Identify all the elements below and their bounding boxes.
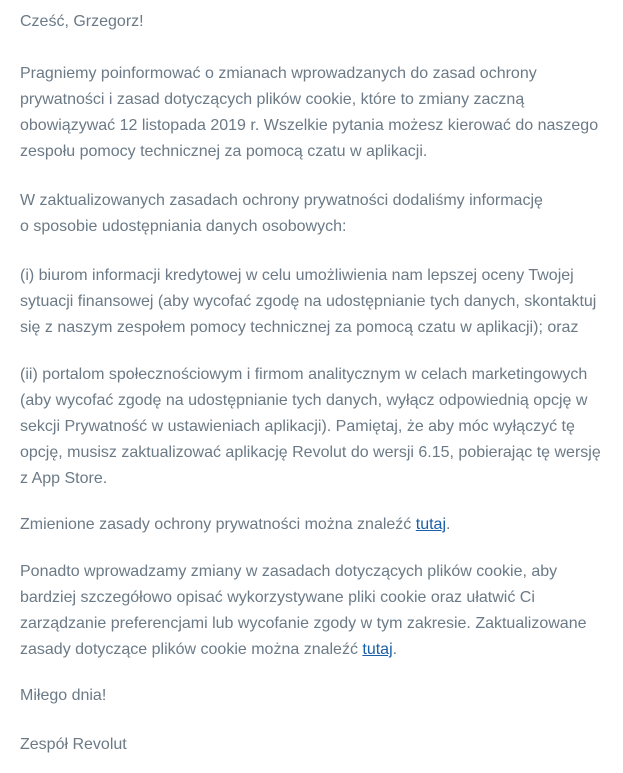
text-line: (i) biurom informacji kredytowej w celu umożliwienia nam lepszej oceny Twojej: [20, 267, 574, 284]
text-line: prywatności i zasad dotyczących plików cookie, które to zmiany zaczną: [20, 91, 525, 108]
text-line: [20, 512, 623, 538]
text-line: z App Store.: [20, 470, 108, 487]
text-line: (ii) portalom społecznościowym i firmom analitycznym w celach marketingowych: [20, 366, 588, 383]
signature: Zespół Revolut: [20, 736, 127, 753]
text-line: zespołu pomocy technicznej za pomocą czatu w aplikacji.: [20, 143, 428, 160]
text-line: sekcji Prywatność w ustawieniach aplikacji). Pamiętaj, że aby móc wyłączyć tę: [20, 418, 575, 435]
text-line: sytuacji finansowej (aby wycofać zgodę na udostępnianie tych danych, skontaktuj: [20, 293, 597, 310]
cookie-policy-paragraph: [20, 559, 623, 663]
data-sharing-intro-paragraph: [20, 188, 623, 240]
text-line: W zaktualizowanych zasadach ochrony prywatności dodaliśmy informację: [20, 192, 543, 209]
text-line: obowiązywać 12 listopada 2019 r. Wszelkie pytania możesz kierować do naszego: [20, 117, 599, 134]
privacy-policy-link[interactable]: tutaj: [415, 516, 446, 533]
text-line: się z naszym zespołem pomocy technicznej za pomocą czatu w aplikacji); oraz: [20, 319, 579, 336]
cookie-link-trailing: .: [392, 641, 398, 658]
privacy-link-lead-text: Zmienione zasady ochrony prywatności można znaleźć: [20, 516, 416, 533]
text-line: [20, 637, 623, 663]
privacy-link-trailing: .: [446, 516, 451, 533]
credit-bureau-paragraph: [20, 263, 623, 341]
closing: Miłego dnia!: [20, 687, 107, 704]
text-line: bardziej szczegółowo opisać wykorzystywane pliki cookie oraz ułatwić Ci: [20, 589, 535, 606]
greeting-paragraph: [20, 9, 623, 35]
text-line: o sposobie udostępniania danych osobowych:: [20, 218, 347, 235]
text-line: Ponadto wprowadzamy zmiany w zasadach dotyczących plików cookie, aby: [20, 563, 558, 580]
privacy-policy-link-paragraph: [20, 512, 623, 538]
cookie-link-lead-text: zasady dotyczące plików cookie można znaleźć: [20, 641, 363, 658]
closing-paragraph: [20, 683, 623, 709]
text-line: (aby wycofać zgodę na udostępnianie tych danych, wyłącz odpowiednią opcję w: [20, 392, 588, 409]
text-line: Pragniemy poinformować o zmianach wprowadzanych do zasad ochrony: [20, 65, 537, 82]
greeting: Cześć, Grzegorz!: [20, 13, 144, 30]
social-media-paragraph: [20, 362, 623, 492]
text-line: opcję, musisz zaktualizować aplikację Revolut do wersji 6.15, pobierając tę wersję: [20, 444, 601, 461]
policy-change-paragraph: [20, 61, 623, 165]
cookie-policy-link[interactable]: tutaj: [362, 641, 393, 658]
text-line: zarządzanie preferencjami lub wycofanie zgody w tym zakresie. Zaktualizowane: [20, 615, 587, 632]
signature-paragraph: [20, 732, 623, 758]
